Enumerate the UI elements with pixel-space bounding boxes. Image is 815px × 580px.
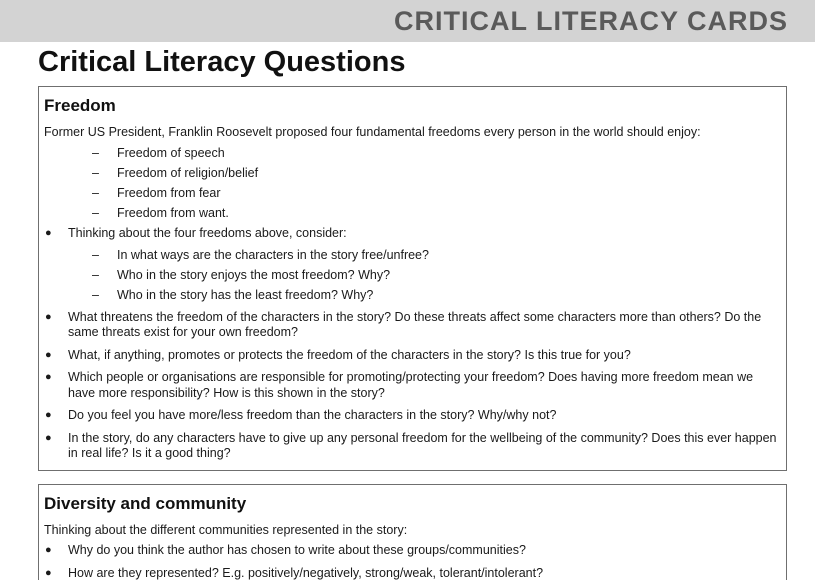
list-item	[44, 431, 780, 462]
question-text: Why do you think the author has chosen to write about these groups/communities?	[68, 543, 526, 557]
freedom-item-text: Freedom from fear	[117, 186, 221, 200]
sub-question-text: Who in the story has the least freedom? Why?	[117, 287, 374, 302]
question-text: What threatens the freedom of the characters in the story? Do these threats affect some characters more than others? Do the same threats exist for your own freedom?	[68, 309, 762, 339]
question-text: Do you feel you have more/less freedom than the characters in the story? Why/why not?	[68, 408, 557, 422]
diversity-intro: Thinking about the different communities represented in the story:	[44, 523, 408, 537]
consider-text: Thinking about the four freedoms above, consider:	[68, 226, 347, 240]
dash-mark: –	[92, 186, 99, 200]
list-item	[44, 310, 780, 341]
freedom-item-text: Freedom of speech	[117, 146, 225, 160]
bullet-mark: ●	[45, 431, 52, 444]
dash-mark: –	[92, 287, 99, 302]
freedom-item	[44, 205, 780, 221]
freedom-questions-list	[44, 226, 780, 462]
bullet-mark: ●	[45, 227, 52, 239]
sub-question-text: Who in the story enjoys the most freedom? Why?	[117, 267, 391, 282]
dash-mark: –	[92, 166, 99, 180]
diversity-questions-list	[44, 543, 780, 580]
sub-question	[44, 267, 780, 283]
consider-sublist	[44, 247, 780, 303]
question-text: How are they represented? E.g. positively/negatively, strong/weak, tolerant/intolerant?	[68, 565, 544, 580]
sub-question	[44, 287, 780, 303]
diversity-section	[38, 484, 787, 580]
freedom-item-text: Freedom of religion/belief	[117, 166, 259, 180]
sub-question	[44, 247, 780, 263]
bullet-mark: ●	[45, 310, 52, 323]
header-banner	[0, 0, 815, 42]
freedom-item	[44, 165, 780, 181]
freedom-title: Freedom	[44, 96, 116, 115]
dash-mark: –	[92, 146, 99, 160]
list-item	[44, 408, 780, 424]
sub-question-text: In what ways are the characters in the story free/unfree?	[117, 247, 429, 262]
freedom-intro: Former US President, Franklin Roosevelt proposed four fundamental freedoms every person in the world should enjoy:	[44, 125, 701, 139]
bullet-mark: ●	[45, 348, 52, 361]
question-text: In the story, do any characters have to give up any personal freedom for the wellbeing of the community? Does this ever happen in real life? Is it a good thing?	[68, 430, 777, 460]
question-text: Which people or organisations are responsible for promoting/protecting your freedom? Does having more freedom mean we have more responsibility? How is this shown in the story?	[68, 370, 754, 400]
dash-mark: –	[92, 247, 99, 262]
four-freedoms-list	[44, 145, 780, 221]
list-item	[44, 566, 780, 580]
banner-title: CRITICAL LITERACY CARDS	[393, 6, 788, 36]
list-item	[44, 543, 780, 559]
bullet-mark: ●	[45, 409, 52, 421]
list-item	[44, 370, 780, 401]
dash-mark: –	[92, 206, 99, 220]
diversity-title: Diversity and community	[44, 494, 247, 513]
bullet-mark: ●	[45, 544, 52, 556]
list-item	[44, 226, 780, 303]
dash-mark: –	[92, 267, 99, 282]
freedom-item-text: Freedom from want.	[117, 206, 229, 220]
freedom-section	[38, 86, 787, 471]
freedom-item	[44, 185, 780, 201]
bullet-mark: ●	[45, 566, 52, 579]
bullet-mark: ●	[45, 371, 52, 383]
list-item	[44, 348, 780, 364]
page-title: Critical Literacy Questions	[38, 46, 406, 78]
question-text: What, if anything, promotes or protects the freedom of the characters in the story? Is this true for you?	[68, 347, 631, 362]
freedom-item	[44, 145, 780, 161]
